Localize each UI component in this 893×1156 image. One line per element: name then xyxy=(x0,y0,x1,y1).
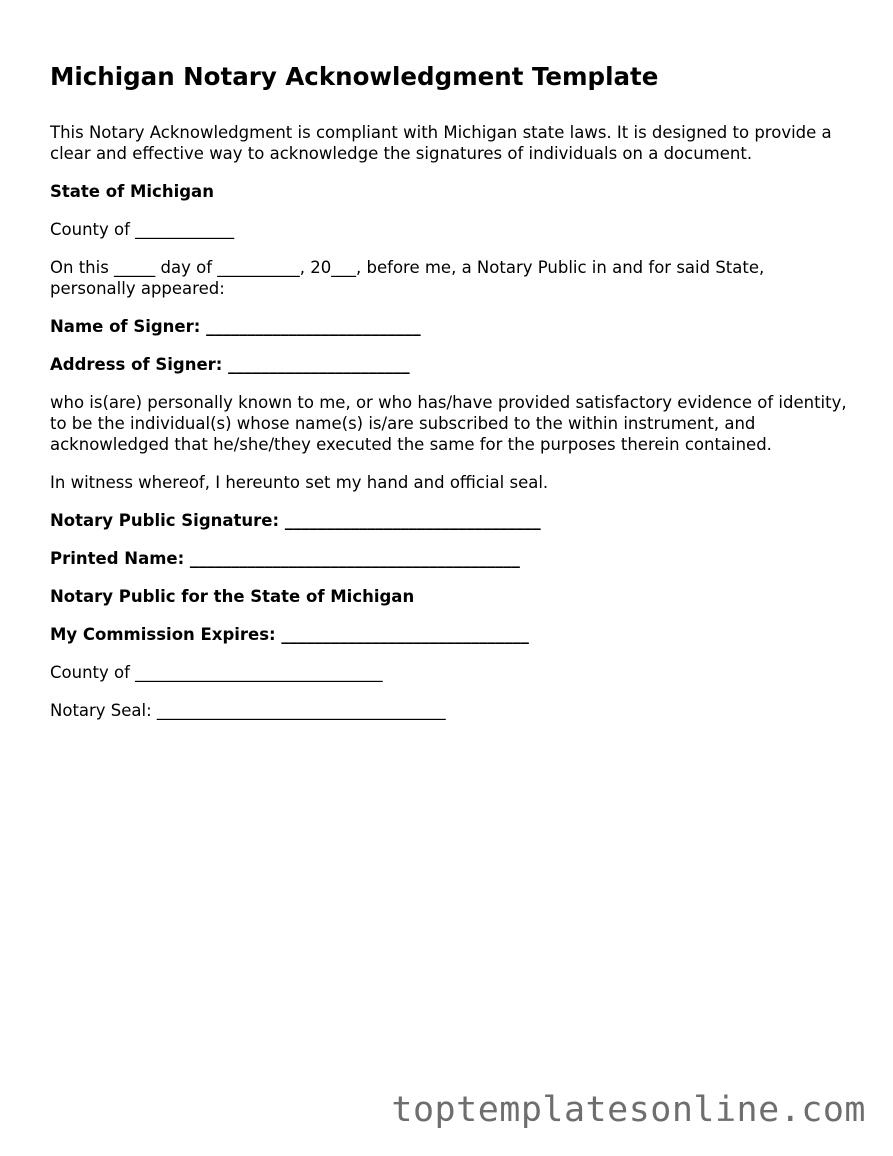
statement-paragraph: who is(are) personally known to me, or who has/have provided satisfactory evidence of identity, to be the individual(s) whose name(s) is/are subscribed to the within instrument, and acknowledged that he/she/they executed the same for the purposes therein contained. xyxy=(50,393,847,454)
commission-expires-field: My Commission Expires: ______________________________ xyxy=(50,625,529,644)
watermark: toptemplatesonline.com xyxy=(391,1090,866,1130)
witness-paragraph: In witness whereof, I hereunto set my hand and official seal. xyxy=(50,473,549,492)
printed-name-field: Printed Name: ________________________________________ xyxy=(50,549,520,568)
document-page xyxy=(50,58,850,738)
signer-address-field: Address of Signer: ______________________ xyxy=(50,355,410,374)
document-title: Michigan Notary Acknowledgment Template xyxy=(50,62,659,91)
state-heading: State of Michigan xyxy=(50,182,214,201)
notary-seal-line: Notary Seal: ___________________________________ xyxy=(50,701,446,720)
county-line: County of ____________ xyxy=(50,220,235,239)
notary-signature-field: Notary Public Signature: _______________________________ xyxy=(50,511,541,530)
notary-county-line: County of ______________________________ xyxy=(50,663,383,682)
intro-paragraph: This Notary Acknowledgment is compliant with Michigan state laws. It is designed to provide a clear and effective way to acknowledge the signatures of individuals on a document. xyxy=(50,123,832,163)
notary-state-heading: Notary Public for the State of Michigan xyxy=(50,587,415,606)
signer-name-field: Name of Signer: __________________________ xyxy=(50,317,421,336)
appearance-paragraph: On this _____ day of __________, 20___, before me, a Notary Public in and for said State, personally appeared: xyxy=(50,258,765,298)
